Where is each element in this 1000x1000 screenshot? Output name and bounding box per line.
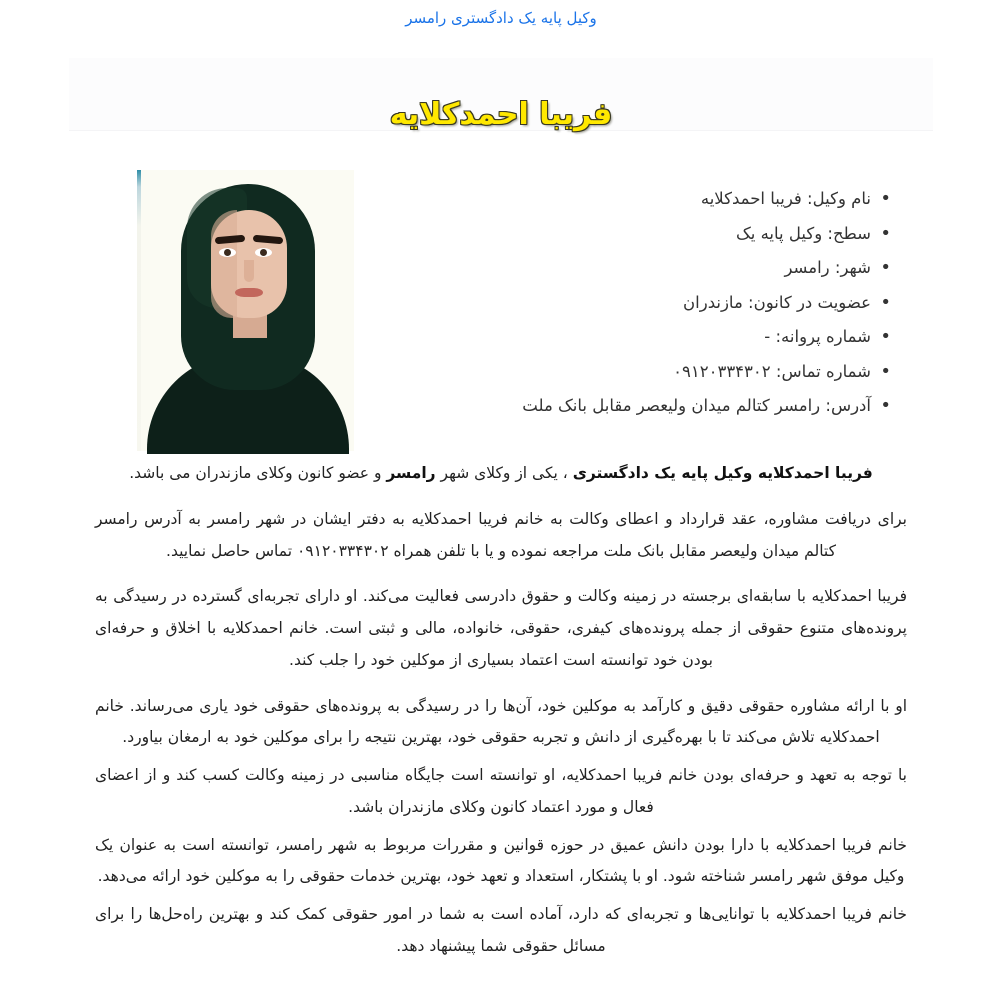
- page-title: فریبا احمدکلایه: [389, 97, 613, 133]
- info-item-phone: • شماره تماس: ۰۹۱۲۰۳۳۴۳۰۲: [473, 359, 893, 385]
- photo-canvas: [141, 170, 354, 451]
- portrait-mouth: [235, 288, 263, 297]
- top-breadcrumb-link[interactable]: وکیل پایه یک دادگستری رامسر: [405, 9, 597, 27]
- intro-bold-city: رامسر: [386, 464, 436, 482]
- intro-mid: ، یکی از وکلای شهر: [435, 464, 573, 482]
- info-item-bar-association: • عضویت در کانون: مازندران: [473, 290, 893, 316]
- portrait-eye-right: [255, 248, 272, 257]
- top-link-strip: [69, 9, 933, 58]
- body-copy: [69, 458, 933, 977]
- lawyer-info-list: [473, 186, 893, 428]
- intro-tail: و عضو کانون وکلای مازندران می باشد.: [129, 464, 387, 482]
- portrait-nose: [244, 260, 254, 282]
- portrait-face-shade: [211, 210, 237, 318]
- paragraph-intro: [95, 458, 907, 490]
- lawyer-photo: [137, 170, 354, 451]
- paragraph-contact: برای دریافت مشاوره، عقد قرارداد و اعطای وکالت به خانم فریبا احمدکلایه به دفتر ایشان در شهر رامسر به آدرس رامسر کتالم میدان ولیعصر مقابل بانک ملت مراجعه نموده و یا با تلفن همراه ۰۹۱۲۰۳۳۴۳۰۲ تماس حاصل نمایید.: [95, 509, 907, 560]
- paragraph-reputation: خانم فریبا احمدکلایه با دارا بودن دانش عمیق در حوزه قوانین و مقررات مربوط به شهر رامسر، توانسته است به عنوان یک وکیل موفق شهر رامسر شناخته شود. او با پشتکار، استعداد و تعهد خود، بهترین خدمات حقوقی را به موکلین خود ارائه می‌دهد.: [95, 835, 907, 886]
- profile-row: [69, 144, 933, 456]
- info-item-level: • سطح: وکیل پایه یک: [473, 221, 893, 247]
- intro-bold-name: فریبا احمدکلایه وکیل پایه یک دادگستری: [572, 464, 873, 482]
- paragraph-standing: با توجه به تعهد و حرفه‌ای بودن خانم فریبا احمدکلایه، او توانسته است جایگاه مناسبی در زمینه وکالت کسب کند و از اعضای فعال و مورد اعتماد کانون وکلای مازندران باشد.: [95, 766, 907, 816]
- portrait-eye-left: [219, 248, 236, 257]
- info-item-license-number: • شماره پروانه: -: [473, 324, 893, 350]
- paragraph-advice: او با ارائه مشاوره حقوقی دقیق و کارآمد به موکلین خود، آن‌ها را در رسیدگی به پرونده‌های حقوقی خود یاری می‌رساند. خانم احمدکلایه تلاش می‌کند تا با بهره‌گیری از دانش و تجربه حقوقی خود، بهترین نتیجه را برای موکلین خود به ارمغان بیاورد.: [95, 696, 907, 747]
- paragraph-closing: خانم فریبا احمدکلایه با توانایی‌ها و تجربه‌ای که دارد، آماده است به شما در امور حقوقی کمک کند و بهترین راه‌حل‌ها را برای مسائل حقوقی شما پیشنهاد دهد.: [95, 905, 907, 955]
- info-item-name: • نام وکیل: فریبا احمدکلایه: [473, 186, 893, 212]
- info-item-address: • آدرس: رامسر کتالم میدان ولیعصر مقابل بانک ملت: [473, 393, 893, 419]
- info-item-city: • شهر: رامسر: [473, 255, 893, 281]
- paragraph-experience: فریبا احمدکلایه با سابقه‌ای برجسته در زمینه وکالت و حقوق دادرسی فعالیت می‌کند. او دارای تجربه‌ای گسترده در رسیدگی به پرونده‌های متنوع حقوقی از جمله پرونده‌های کیفری، حقوقی، خانواده، مالی و ثبتی است. خانم احمدکلایه با اخلاق و حرفه‌ای بودن خود توانسته است اعتماد بسیاری از موکلین خود را جلب کند.: [95, 587, 907, 669]
